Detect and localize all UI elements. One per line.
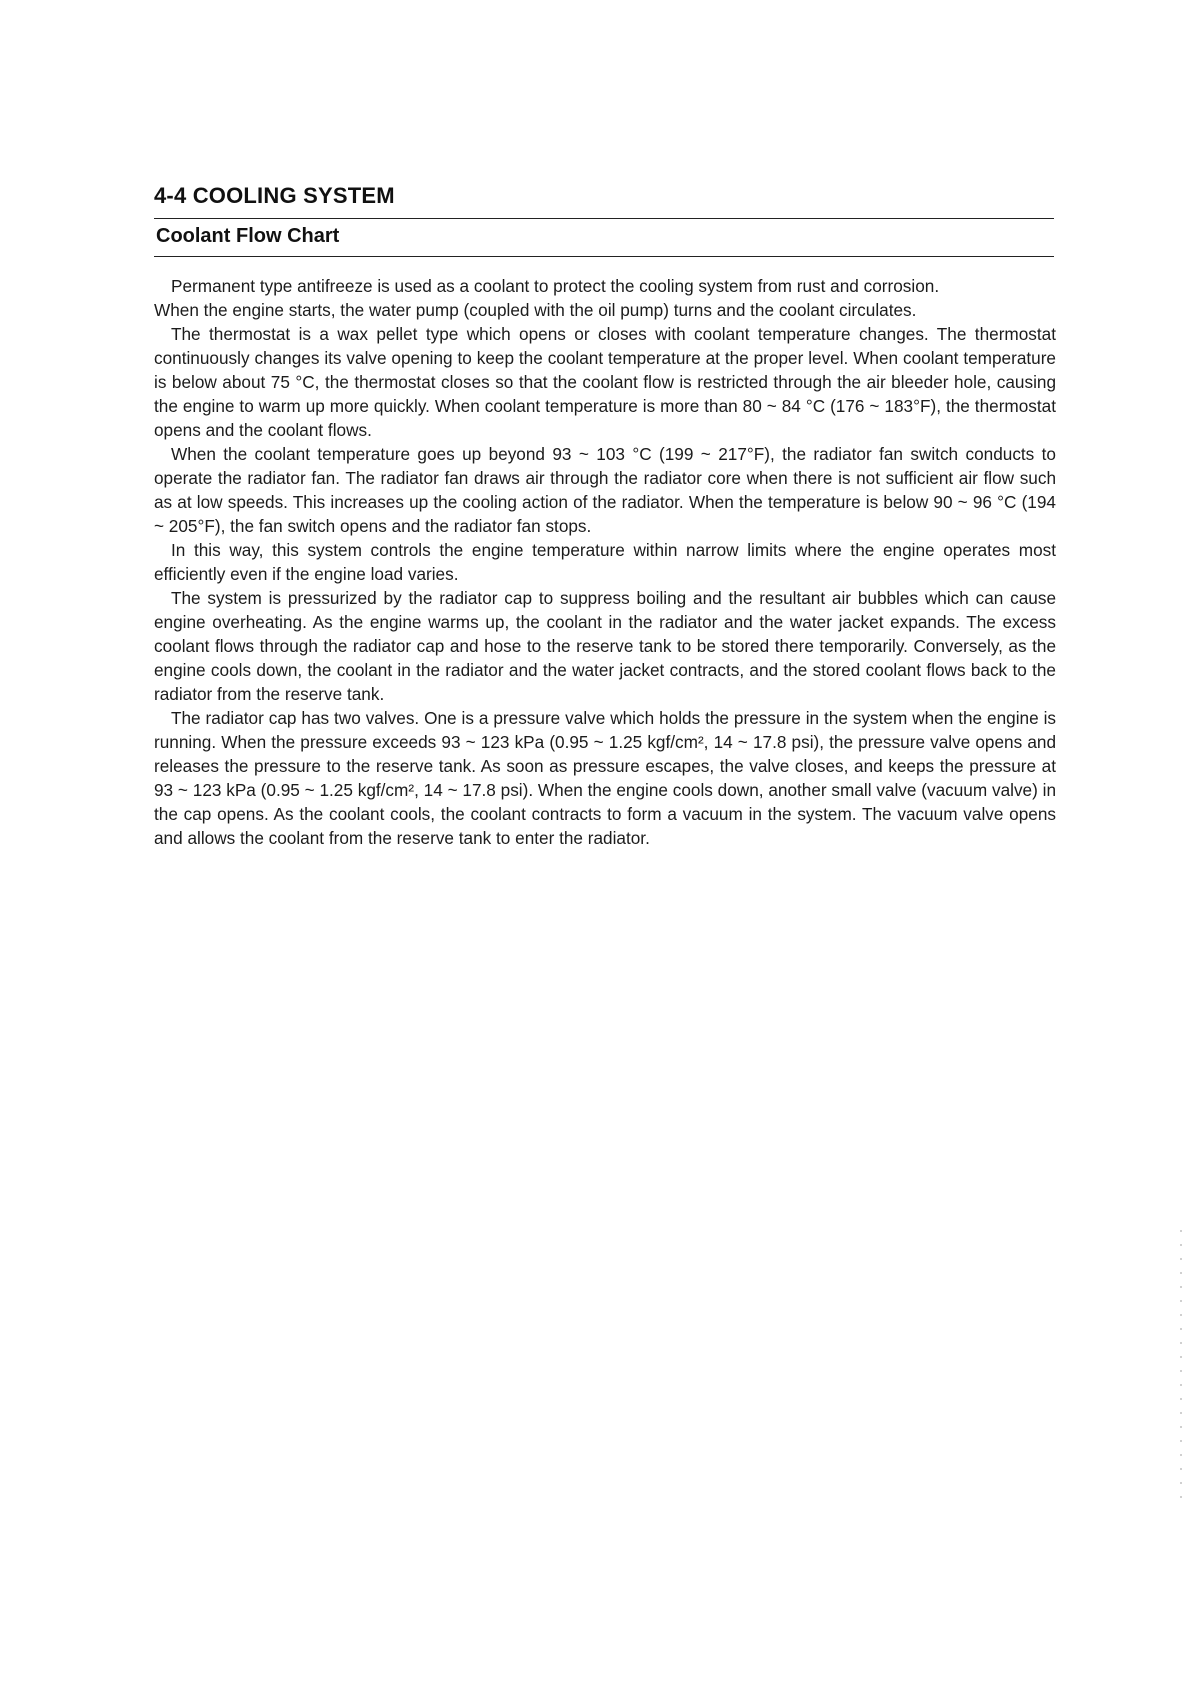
title-divider-top [154,218,1054,219]
paragraph-thermostat: The thermostat is a wax pellet type which opens or closes with coolant temperature changes. The thermostat continuously changes its valve opening to keep the coolant temperature at the proper level. When coolant temperature is below about 75 °C, the thermostat closes so that the coolant flow is restricted through the air bleeder hole, causing the engine to warm up more quickly. When coolant temperature is more than 80 ~ 84 °C (176 ~ 183°F), the thermostat opens and the coolant flows. [154,324,1056,440]
title-divider-bottom [154,256,1054,257]
subsection-title: Coolant Flow Chart [156,225,340,247]
paragraph-radiator-cap: The radiator cap has two valves. One is a pressure valve which holds the pressure in the system when the engine is running. When the pressure exceeds 93 ~ 123 kPa (0.95 ~ 1.25 kgf/cm², 14 ~ 17.8 psi), the pressure valve opens and releases the pressure to the reserve tank. As soon as pressure escapes, the valve closes, and keeps the pressure at 93 ~ 123 kPa (0.95 ~ 1.25 kgf/cm², 14 ~ 17.8 psi). When the engine cools down, another small valve (vacuum valve) in the cap opens. As the coolant cools, the coolant contracts to form a vacuum in the system. The vacuum valve opens and allows the coolant from the reserve tank to enter the radiator. [154,708,1056,848]
paragraph-antifreeze: Permanent type antifreeze is used as a coolant to protect the cooling system from rust and corrosion. [171,276,940,296]
paragraph-temperature-control: In this way, this system controls the engine temperature within narrow limits where the engine operates most efficiently even if the engine load varies. [154,540,1056,584]
paragraph-radiator-fan: When the coolant temperature goes up beyond 93 ~ 103 °C (199 ~ 217°F), the radiator fan switch conducts to operate the radiator fan. The radiator fan draws air through the radiator core when there is not sufficient air flow such as at low speeds. This increases up the cooling action of the radiator. When the temperature is below 90 ~ 96 °C (194 ~ 205°F), the fan switch opens and the radiator fan stops. [154,444,1056,536]
section-title: 4-4 COOLING SYSTEM [154,183,395,208]
paragraph-pressurization: The system is pressurized by the radiator cap to suppress boiling and the resultant air bubbles which can cause engine overheating. As the engine warms up, the coolant in the radiator and the water jacket expands. The excess coolant flows through the radiator cap and hose to the reserve tank to be stored there temporarily. Conversely, as the engine cools down, the coolant in the radiator and the water jacket contracts, and the stored coolant flows back to the radiator from the reserve tank. [154,588,1056,704]
scan-edge-specks [1180,1230,1182,1510]
body-text [154,274,1056,850]
paragraph-water-pump: When the engine starts, the water pump (coupled with the oil pump) turns and the coolant circulates. [154,300,917,320]
